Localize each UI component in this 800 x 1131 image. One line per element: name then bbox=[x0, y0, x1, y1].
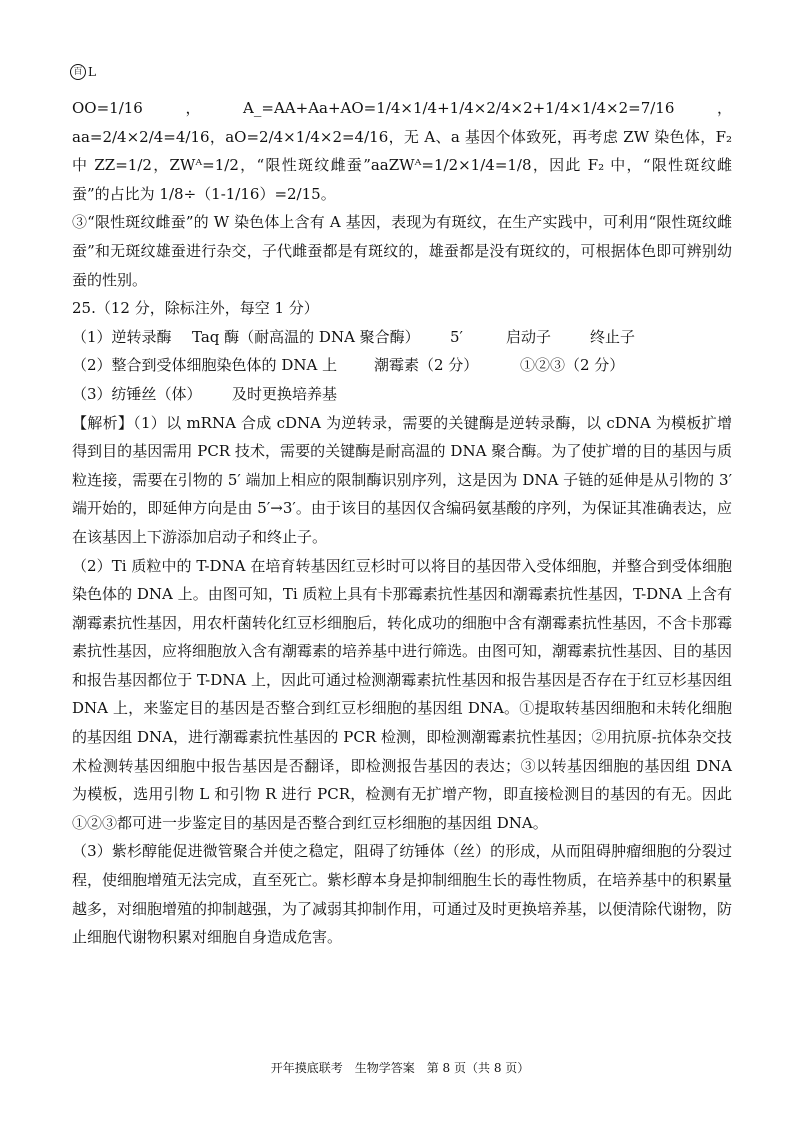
logo-letter: L bbox=[88, 65, 96, 79]
continuation-paragraph-2: ③“限性斑纹雌蚕”的 W 染色体上含有 A 基因，表现为有斑纹，在生产实践中，可利用“限性斑纹雌蚕”和无斑纹雄蚕进行杂交，子代雌蚕都是有斑纹的，雄蚕都是没有斑纹的，可根据体色即可辨别幼蚕的性别。 bbox=[72, 213, 732, 289]
answer-1-3: 5′ bbox=[450, 327, 463, 346]
continuation-paragraph-1: OO=1/16，A_=AA+Aa+AO=1/4×1/4+1/4×2/4×2+1/4×1/4×2=7/16，aa=2/4×2/4=4/16，aO=2/4×1/4×2=4/16，无 A、a 基因个体致死，再考虑 ZW 染色体，F₂ 中 ZZ=1/2，ZWᴬ=1/2，“限性斑纹雌蚕”aaZWᴬ=1/2×1/4=1/8，因此 F₂ 中，“限性斑纹雌蚕”的占比为 1/8÷（1-1/16）=2/15。 bbox=[72, 99, 732, 203]
answer-row-3 bbox=[72, 380, 732, 409]
analysis-paragraph-1: 【解析】（1）以 mRNA 合成 cDNA 为逆转录，需要的关键酶是逆转录酶，以 cDNA 为模板扩增得到目的基因需用 PCR 技术，需要的关键酶是耐高温的 DNA 聚合酶。为了使扩增的目的基因与质粒连接，需要在引物的 5′ 端加上相应的限制酶识别序列，这是因为 DNA 子链的延伸是从引物的 3′ 端开始的，即延伸方向是由 5′→3′。由于该目的基因仅含编码氨基酸的序列，为保证其准确表达，应在该基因上下游添加启动子和终止子。 bbox=[72, 413, 732, 546]
analysis-paragraph-2: （2）Ti 质粒中的 T-DNA 在培育转基因红豆杉时可以将目的基因带入受体细胞，并整合到受体细胞染色体的 DNA 上。由图可知，Ti 质粒上具有卡那霉素抗性基因和潮霉素抗性基因，T-DNA 上含有潮霉素抗性基因，用农杆菌转化红豆杉细胞后，转化成功的细胞中含有潮霉素抗性基因，不含卡那霉素抗性基因，应将细胞放入含有潮霉素的培养基中进行筛选。由图可知，潮霉素抗性基因、目的基因和报告基因都位于 T-DNA 上，因此可通过检测潮霉素抗性基因和报告基因是否存在于红豆杉基因组 DNA 上，来鉴定目的基因是否整合到红豆杉细胞的基因组 DNA。①提取转基因细胞和未转化细胞的基因组 DNA，进行潮霉素抗性基因的 PCR 检测，即检测潮霉素抗性基因；②用抗原-抗体杂交技术检测转基因细胞中报告基因是否翻译，即检测报告基因的表达；③以转基因细胞的基因组 DNA 为模板，选用引物 L 和引物 R 进行 PCR，检测有无扩增产物，即直接检测目的基因的有无。因此①②③都可进一步鉴定目的基因是否整合到红豆杉细胞的基因组 DNA。 bbox=[72, 556, 733, 832]
answer-content bbox=[72, 94, 732, 952]
answer-1-5: 终止子 bbox=[590, 327, 636, 346]
question-25-heading: 25.（12 分，除标注外，每空 1 分） bbox=[72, 299, 319, 318]
answer-3-2: 及时更换培养基 bbox=[232, 384, 338, 403]
answer-1-2: Taq 酶（耐高温的 DNA 聚合酶） bbox=[192, 327, 420, 346]
answer-1-1: （1）逆转录酶 bbox=[72, 327, 172, 346]
publisher-logo bbox=[70, 64, 96, 80]
analysis-paragraph-3: （3）紫杉醇能促进微管聚合并使之稳定，阻碍了纺锤体（丝）的形成，从而阻碍肿瘤细胞的分裂过程，使细胞增殖无法完成，直至死亡。紫杉醇本身是抑制细胞生长的毒性物质，在培养基中的积累量越多，对细胞增殖的抑制越强，为了减弱其抑制作用，可通过及时更换培养基，以便清除代谢物，防止细胞代谢物积累对细胞自身造成危害。 bbox=[72, 842, 733, 947]
answer-3-1: （3）纺锤丝（体） bbox=[72, 384, 202, 403]
answer-2-2: 潮霉素（2 分） bbox=[374, 356, 479, 375]
answer-row-1 bbox=[72, 323, 732, 352]
page-footer: 开年摸底联考 生物学答案 第 8 页（共 8 页） bbox=[270, 1061, 530, 1075]
logo-badge-icon: 百 bbox=[70, 64, 86, 80]
answer-2-3: ①②③（2 分） bbox=[520, 356, 625, 375]
answer-row-2 bbox=[72, 351, 732, 380]
answer-2-1: （2）整合到受体细胞染色体的 DNA 上 bbox=[72, 356, 338, 375]
answer-1-4: 启动子 bbox=[506, 327, 552, 346]
